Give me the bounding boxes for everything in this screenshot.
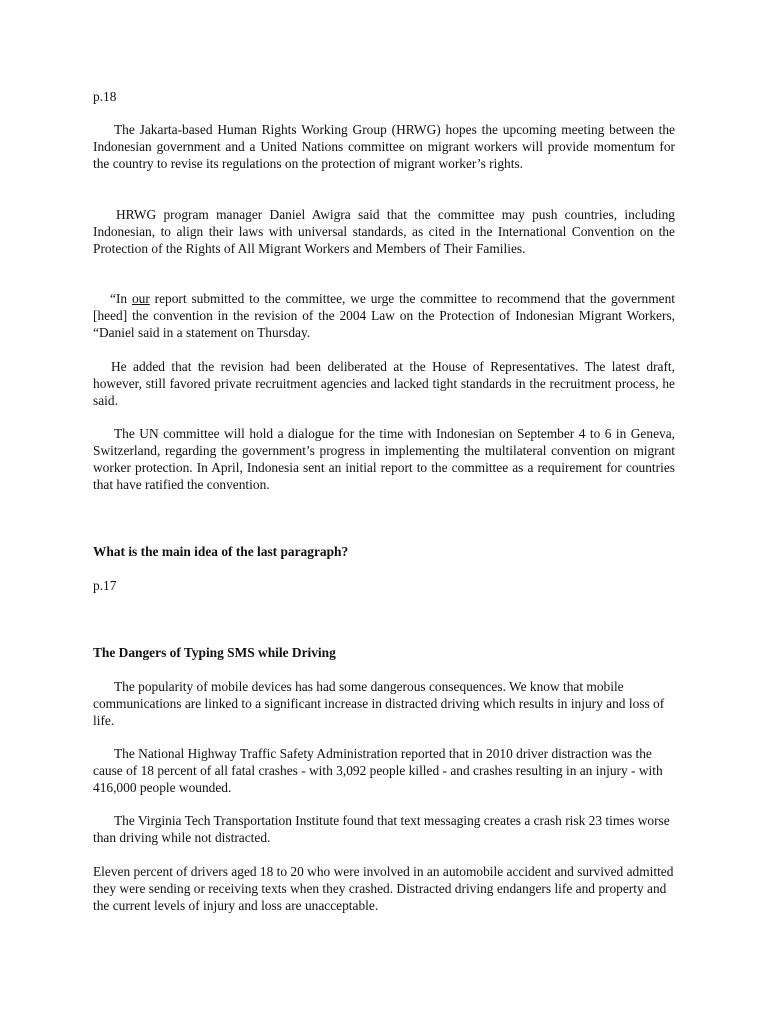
paragraph-virginia-tech: The Virginia Tech Transportation Institute found that text messaging creates a crash risk 23 times worse than driving while not distracted. (93, 813, 670, 845)
paragraph-nhtsa-report: The National Highway Traffic Safety Administration reported that in 2010 driver distraction was the cause of 18 percent of all fatal crashes - with 3,092 people killed - and crashes resulting in an injury - with 416,000 people wounded. (93, 746, 663, 795)
page-label-p18: p.18 (93, 89, 117, 104)
page-label-p17: p.17 (93, 578, 117, 593)
paragraph-mobile-popularity: The popularity of mobile devices has had some dangerous consequences. We know that mobile communications are linked to a significant increase in distracted driving which results in injury and loss of life. (93, 679, 665, 728)
paragraph-hrwg-intro: The Jakarta-based Human Rights Working Group (HRWG) hopes the upcoming meeting between the Indonesian government and a United Nations committee on migrant workers will provide momentum for the country to revise its regulations on the protection of migrant worker’s rights. (93, 122, 675, 171)
quote-before: “In (110, 291, 132, 306)
paragraph-revision-deliberated: He added that the revision had been deliberated at the House of Representatives. The latest draft, however, still favored private recruitment agencies and lacked tight standards in the recruitment process, he said. (93, 359, 675, 408)
question-main-idea: What is the main idea of the last paragraph? (93, 544, 349, 559)
article-title: The Dangers of Typing SMS while Driving (93, 645, 336, 660)
paragraph-awigra-statement: HRWG program manager Daniel Awigra said that the committee may push countries, including Indonesian, to align their laws with universal standards, as cited in the International Convention on the Protection of the Rights of All Migrant Workers and Members of Their Families. (93, 207, 675, 256)
quote-after: report submitted to the committee, we urge the committee to recommend that the government [heed] the convention in the revision of the 2004 Law on the Protection of Indonesian Migrant Workers, “Daniel said in a statement on Thursday. (93, 291, 675, 340)
paragraph-daniel-quote (93, 290, 675, 341)
paragraph-eleven-percent: Eleven percent of drivers aged 18 to 20 who were involved in an automobile accident and survived admitted they were sending or receiving texts when they crashed. Distracted driving endangers life and property and the current levels of injury and loss are unacceptable. (93, 864, 674, 913)
quote-underlined-word: our (131, 291, 150, 306)
paragraph-un-dialogue: The UN committee will hold a dialogue for the time with Indonesian on September 4 to 6 in Geneva, Switzerland, regarding the government’s progress in implementing the multilateral convention on migrant worker protection. In April, Indonesia sent an initial report to the committee as a requirement for countries that have ratified the convention. (93, 426, 675, 492)
